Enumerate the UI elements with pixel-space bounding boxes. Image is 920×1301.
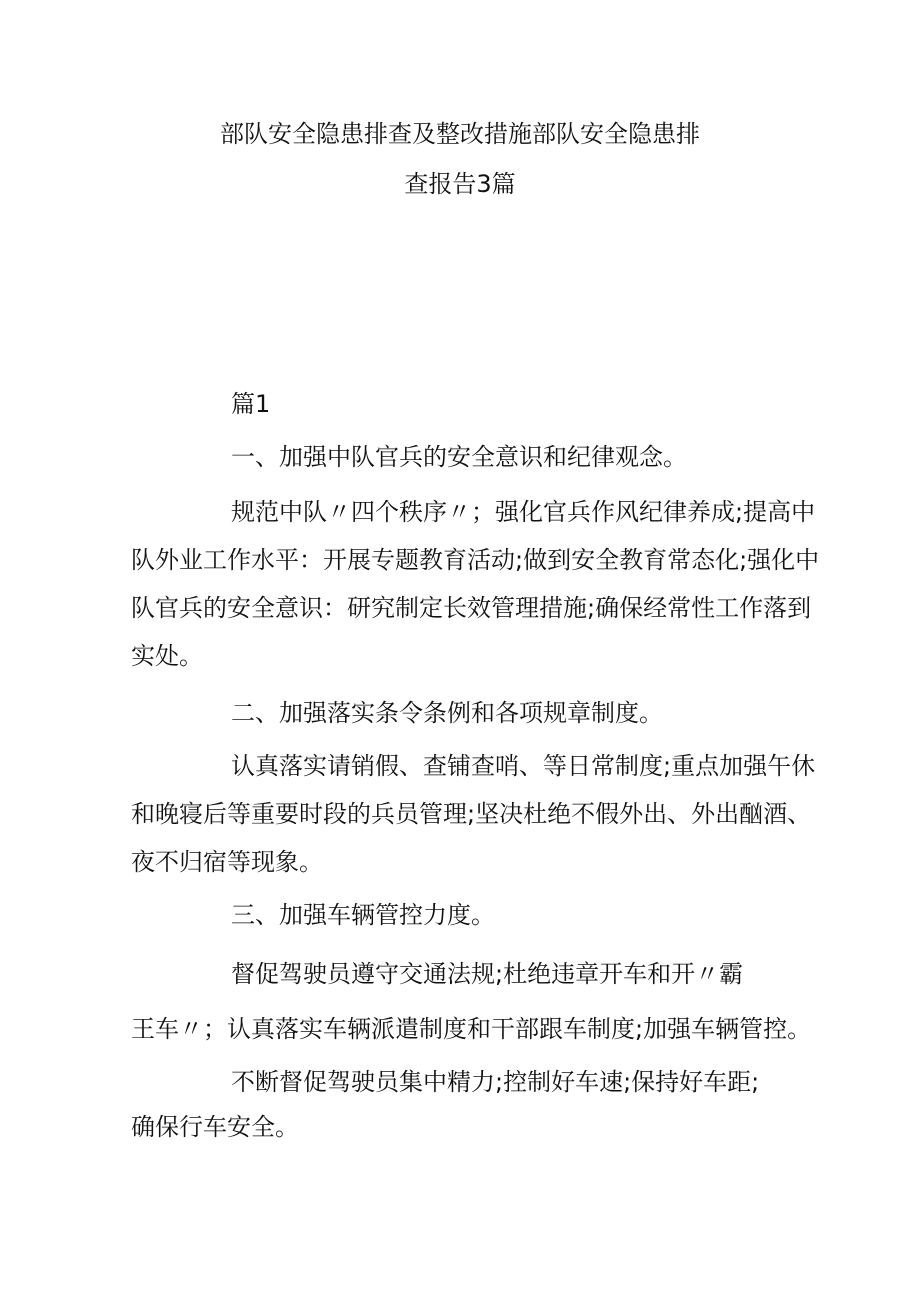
- document-title-line-1: 部队安全隐患排查及整改措施部队安全隐患排: [220, 120, 700, 148]
- paragraph-1-line-1: 规范中队〃四个秩序〃；强化官兵作风纪律养成;提高中: [231, 498, 816, 526]
- paragraph-2-line-1: 认真落实请销假、查铺查哨、等日常制度;重点加强午休: [231, 752, 816, 780]
- paragraph-4-line-2: 确保行车安全。: [131, 1113, 299, 1141]
- heading-1: 一、加强中队官兵的安全意识和纪律观念。: [231, 443, 687, 471]
- paragraph-2-line-2: 和晚寝后等重要时段的兵员管理;坚决杜绝不假外出、外出酗酒、: [131, 800, 812, 828]
- heading-2: 二、加强落实条令条例和各项规章制度。: [231, 699, 663, 727]
- paragraph-4-line-1: 不断督促驾驶员集中精力;控制好车速;保持好车距;: [231, 1068, 760, 1096]
- paragraph-3-line-2: 王车〃；认真落实车辆派遣制度和干部跟车制度;加强车辆管控。: [131, 1015, 812, 1043]
- paragraph-3-line-1: 督促驾驶员遵守交通法规;杜绝违章开车和开〃霸: [231, 960, 744, 988]
- section-label: 篇1: [231, 390, 271, 418]
- heading-3: 三、加强车辆管控力度。: [231, 901, 495, 929]
- paragraph-2-line-3: 夜不归宿等现象。: [131, 848, 323, 876]
- paragraph-1-line-4: 实处。: [131, 642, 203, 670]
- document-title-line-2: 查报告3篇: [404, 170, 516, 198]
- paragraph-1-line-2: 队外业工作水平：开展专题教育活动;做到安全教育常态化;强化中: [131, 546, 820, 574]
- paragraph-1-line-3: 队官兵的安全意识：研究制定长效管理措施;确保经常性工作落到: [131, 594, 812, 622]
